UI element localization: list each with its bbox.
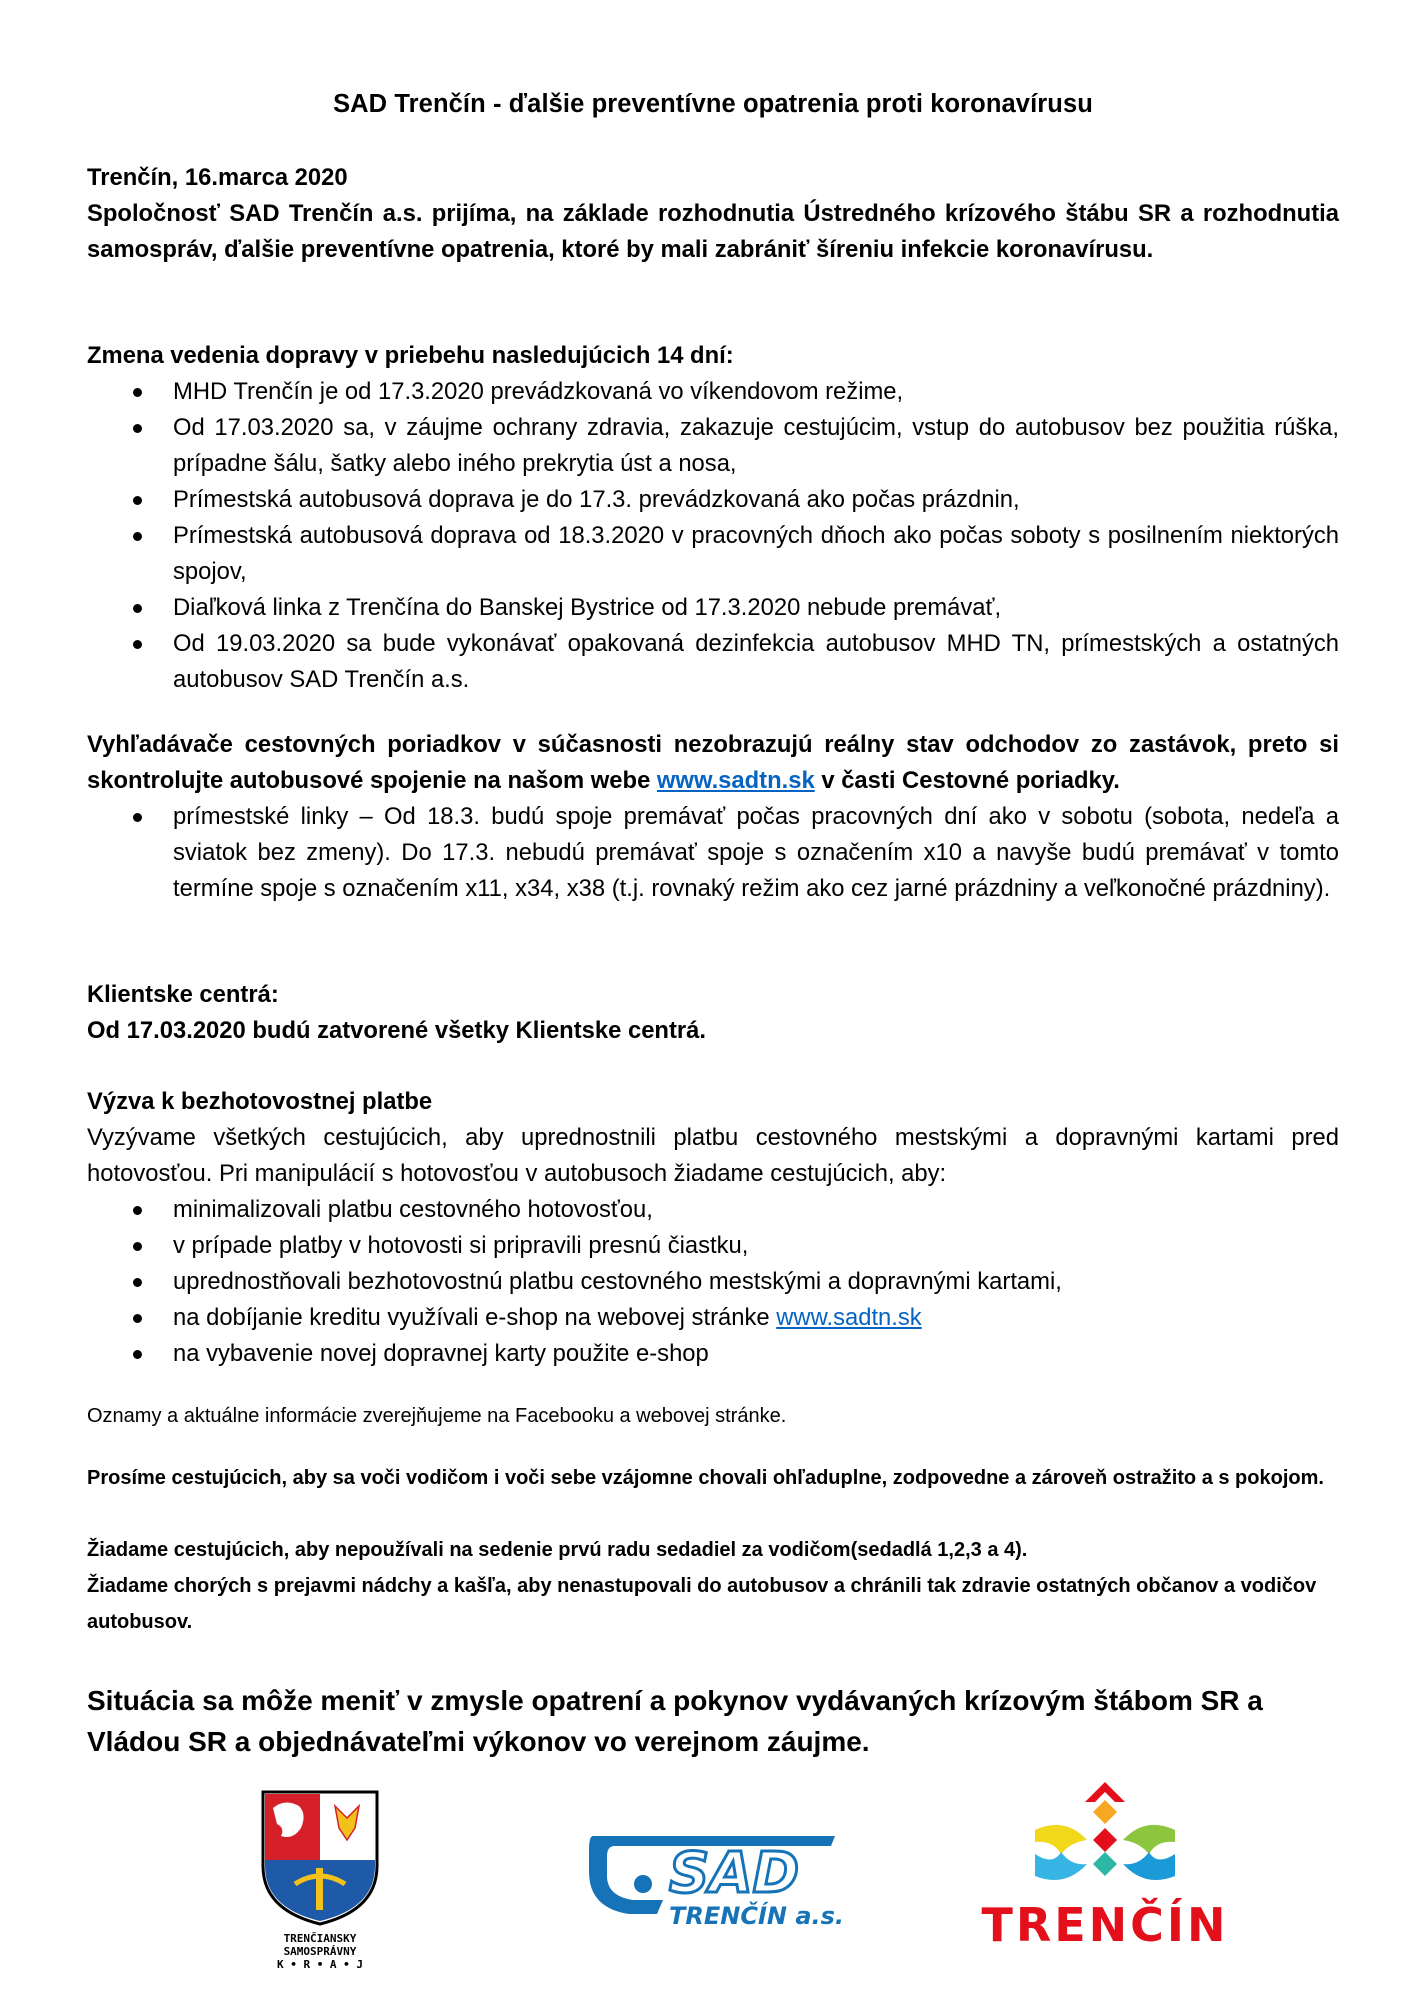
bullet-icon	[133, 1314, 142, 1323]
timetables-list	[87, 799, 1339, 907]
request-2: Žiadame cestujúcich, aby nepoužívali na sedenie prvú radu sedadiel za vodičom(sedadlá 1,2,3 a 4).	[87, 1539, 1028, 1561]
bullet-icon	[133, 1242, 142, 1251]
list-item: minimalizovali platbu cestovného hotovosťou,	[87, 1192, 1339, 1228]
bullet-icon	[133, 424, 142, 433]
closing-statement: Situácia sa môže meniť v zmysle opatrení a pokynov vydávaných krízovým štábom SR a Vládou SR a objednávateľmi výkonov vo verejnom záujme.	[87, 1685, 1263, 1757]
tsk-shield-icon	[255, 1788, 385, 1928]
bullet-icon	[133, 1206, 142, 1215]
date-line: Trenčín, 16.marca 2020	[87, 164, 348, 191]
bullet-icon	[133, 1278, 142, 1287]
tsk-name-line: K • R • A • J	[276, 1958, 364, 1971]
bullet-icon	[133, 388, 142, 397]
list-item: Prímestská autobusová doprava od 18.3.2020 v pracovných dňoch ako počas soboty s posilnením niektorých spojov,	[87, 518, 1339, 590]
sad-trencin-logo	[585, 1820, 845, 1930]
list-item: na vybavenie novej dopravnej karty použite e-shop	[87, 1336, 1339, 1372]
tsk-name-line: TRENČIANSKY	[283, 1932, 357, 1945]
notice-text: Oznamy a aktuálne informácie zverejňujeme na Facebooku a webovej stránke.	[87, 1405, 787, 1427]
request-1: Prosíme cestujúcich, aby sa voči vodičom i voči sebe vzájomne chovali ohľaduplne, zodpovedne a zároveň ostražito a s pokojom.	[87, 1467, 1324, 1489]
list-item: prímestské linky – Od 18.3. budú spoje premávať počas pracovných dní ako v sobotu (sobota, nedeľa a sviatok bez zmeny). Do 17.3. nebudú premávať spoje s označením x10 a navyše budú premávať v tomto termíne spoje s označením x11, x34, x38 (t.j. rovnaký režim ako cez jarné prázdniny a veľkonočné prázdniny).	[87, 799, 1339, 907]
bullet-icon	[133, 604, 142, 613]
trencin-city-logo	[975, 1780, 1235, 1965]
list-item: Od 19.03.2020 sa bude vykonávať opakovaná dezinfekcia autobusov MHD TN, prímestských a ostatných autobusov SAD Trenčín a.s.	[87, 626, 1339, 698]
cashless-list	[87, 1192, 1339, 1372]
bullet-icon	[133, 640, 142, 649]
bullet-icon	[133, 532, 142, 541]
bullet-icon	[133, 1350, 142, 1359]
tsk-name-line: SAMOSPRÁVNY	[283, 1945, 357, 1958]
trencin-symbol-icon	[975, 1780, 1235, 1900]
timetables-paragraph: Vyhľadávače cestovných poriadkov v súčasnosti nezobrazujú reálny stav odchodov zo zastávok, preto si skontrolujte autobusové spojenie na našom webe www.sadtn.sk v časti Cestovné poriadky.	[87, 731, 1339, 794]
list-item: Prímestská autobusová doprava je do 17.3. prevádzkovaná ako počas prázdnin,	[87, 482, 1339, 518]
sad-wordmark: SAD	[669, 1841, 800, 1906]
traffic-list	[87, 374, 1339, 698]
bullet-icon	[133, 813, 142, 822]
website-link[interactable]: www.sadtn.sk	[656, 767, 815, 794]
list-item: Diaľková linka z Trenčína do Banskej Bystrice od 17.3.2020 nebude premávať,	[87, 590, 1339, 626]
sad-bus-icon	[585, 1820, 845, 1930]
trencin-wordmark: TRENČÍN	[981, 1898, 1229, 1952]
sad-subtitle: TRENČÍN a.s.	[669, 1902, 845, 1930]
tsk-logo	[255, 1788, 385, 1971]
cashless-heading: Výzva k bezhotovostnej platbe	[87, 1088, 433, 1115]
list-item: v prípade platby v hotovosti si pripravili presnú čiastku,	[87, 1228, 1339, 1264]
request-3: Žiadame chorých s prejavmi nádchy a kašľa, aby nenastupovali do autobusov a chránili tak zdravie ostatných občanov a vodičov autobusov.	[87, 1575, 1317, 1633]
document-title: SAD Trenčín - ďalšie preventívne opatrenia proti koronavírusu	[333, 90, 1093, 118]
list-item: na dobíjanie kreditu využívali e-shop na webovej stránke www.sadtn.sk	[87, 1300, 1339, 1336]
intro-paragraph: Spoločnosť SAD Trenčín a.s. prijíma, na základe rozhodnutia Ústredného krízového štábu SR a rozhodnutia samospráv, ďalšie preventívne opatrenia, ktoré by mali zabrániť šíreniu infekcie koronavírusu.	[87, 200, 1339, 263]
bullet-icon	[133, 496, 142, 505]
list-item: Od 17.03.2020 sa, v záujme ochrany zdravia, zakazuje cestujúcim, vstup do autobusov bez použitia rúška, prípadne šálu, šatky alebo iného prekrytia úst a nosa,	[87, 410, 1339, 482]
list-item: MHD Trenčín je od 17.3.2020 prevádzkovaná vo víkendovom režime,	[87, 374, 1339, 410]
eshop-link[interactable]: www.sadtn.sk	[776, 1304, 922, 1331]
list-item: uprednostňovali bezhotovostnú platbu cestovného mestskými a dopravnými kartami,	[87, 1264, 1339, 1300]
centers-text: Od 17.03.2020 budú zatvorené všetky Klientske centrá.	[87, 1017, 706, 1044]
traffic-heading: Zmena vedenia dopravy v priebehu nasledujúcich 14 dní:	[87, 342, 734, 369]
centers-heading: Klientske centrá:	[87, 981, 279, 1008]
cashless-paragraph: Vyzývame všetkých cestujúcich, aby uprednostnili platbu cestovného mestskými a dopravnými kartami pred hotovosťou. Pri manipulácií s hotovosťou v autobusoch žiadame cestujúcich, aby:	[87, 1124, 1339, 1187]
